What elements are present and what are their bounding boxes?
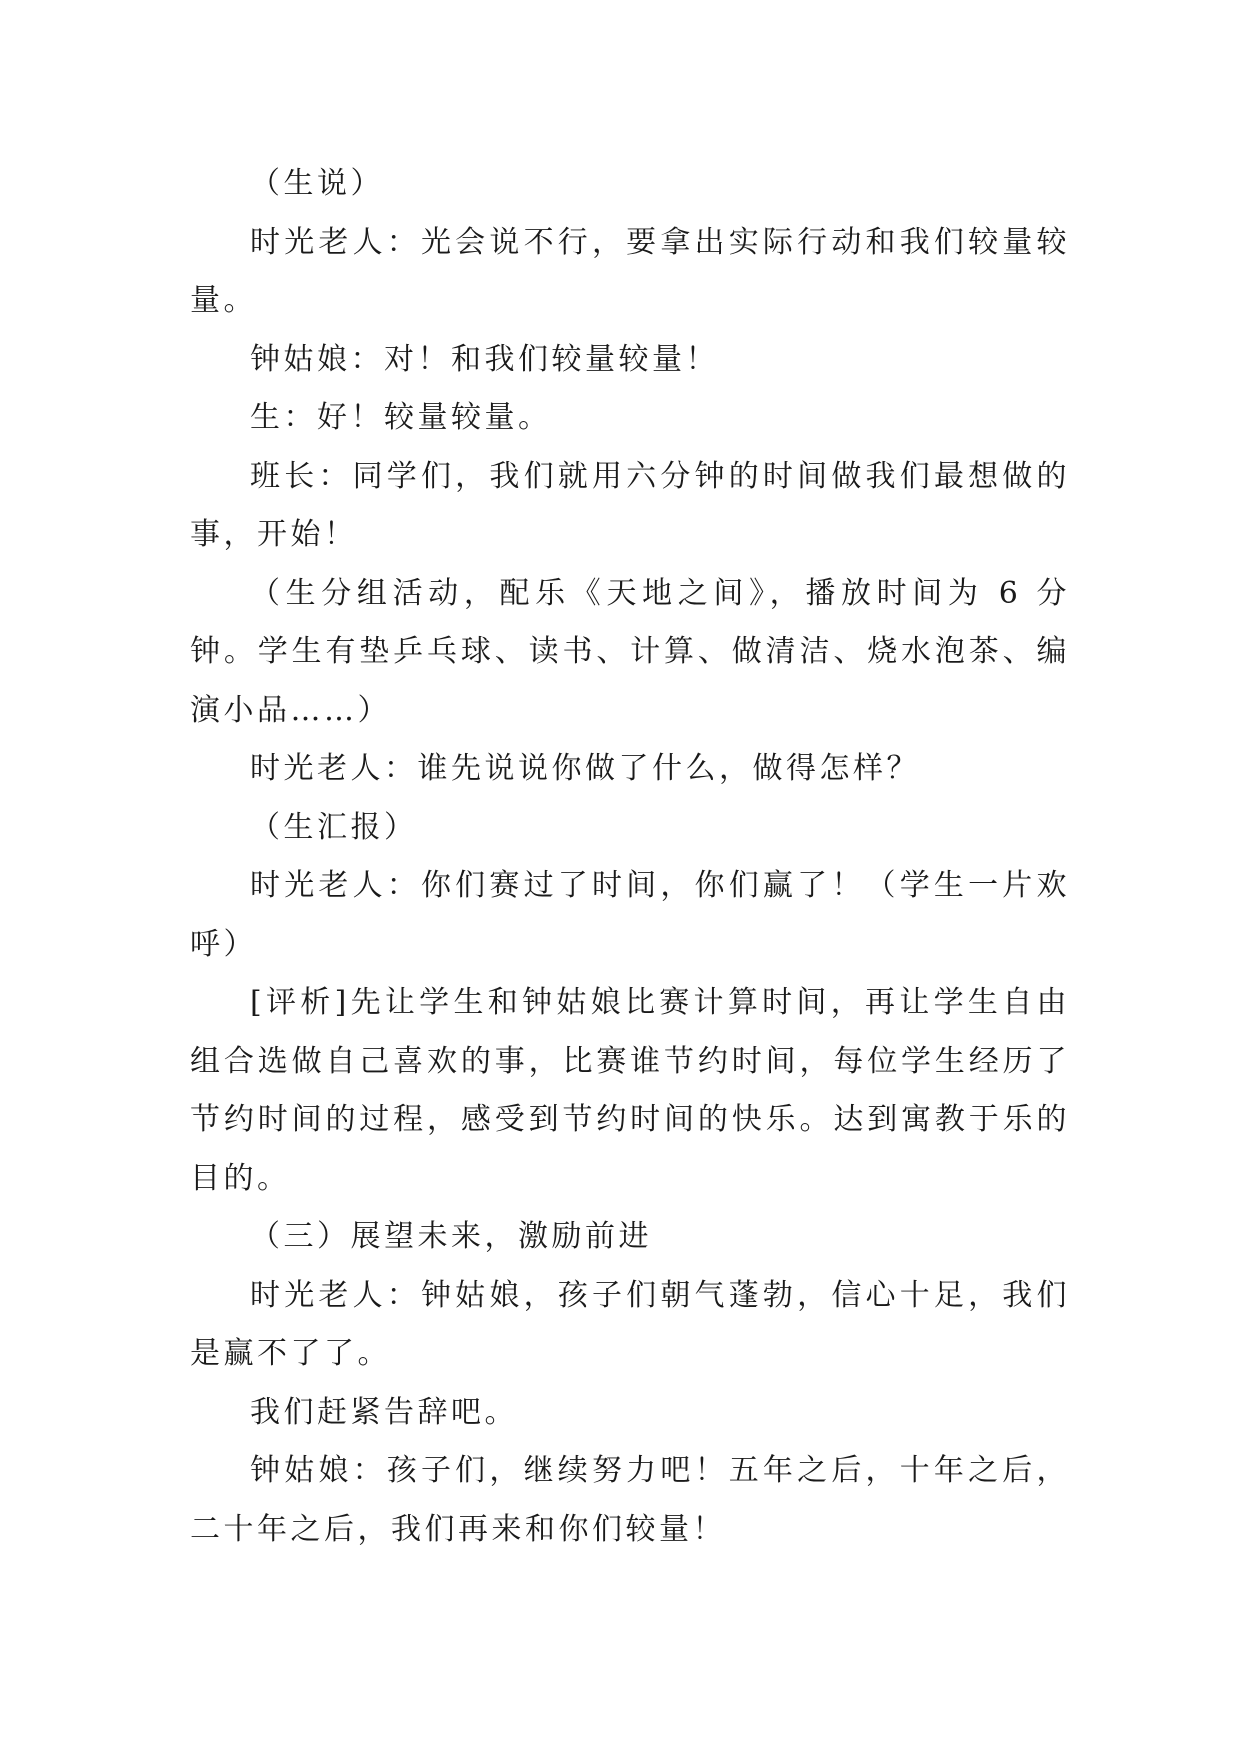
paragraph-time-elder-praise: 时光老人：钟姑娘，孩子们朝气蓬勃，信心十足，我们是赢不了了。 bbox=[190, 1277, 1070, 1371]
document-body bbox=[190, 155, 1070, 1559]
paragraph-student-accept: 生：好！较量较量。 bbox=[250, 400, 552, 435]
paragraph-student-speaks: （生说） bbox=[250, 166, 384, 201]
paragraph-time-elder-challenge: 时光老人：光会说不行，要拿出实际行动和我们较量较量。 bbox=[190, 224, 1070, 318]
paragraph-monitor-start: 班长：同学们，我们就用六分钟的时间做我们最想做的事，开始！ bbox=[190, 458, 1070, 552]
paragraph-time-elder-concede: 时光老人：你们赛过了时间，你们赢了！（学生一片欢呼） bbox=[190, 868, 1070, 962]
section-heading-future: （三）展望未来，激励前进 bbox=[250, 1219, 652, 1254]
paragraph-student-report: （生汇报） bbox=[250, 809, 418, 845]
paragraph-miss-clock-closing: 钟姑娘：孩子们，继续努力吧！五年之后，十年之后，二十年之后，我们再来和你们较量！ bbox=[190, 1453, 1070, 1547]
paragraph-group-activity: （生分组活动，配乐《天地之间》，播放时间为 6 分钟。学生有垫乒乓球、读书、计算、做清洁、烧水泡茶、编演小品……） bbox=[190, 575, 1070, 728]
paragraph-time-elder-ask: 时光老人：谁先说说你做了什么，做得怎样？ bbox=[250, 751, 920, 786]
paragraph-miss-clock-agree: 钟姑娘：对！和我们较量较量！ bbox=[250, 341, 719, 377]
paragraph-commentary: [评析]先让学生和钟姑娘比赛计算时间，再让学生自由组合选做自己喜欢的事，比赛谁节约时间，每位学生经历了节约时间的过程，感受到节约时间的快乐。达到寓教于乐的目的。 bbox=[190, 985, 1070, 1196]
paragraph-farewell: 我们赶紧告辞吧。 bbox=[250, 1394, 518, 1430]
